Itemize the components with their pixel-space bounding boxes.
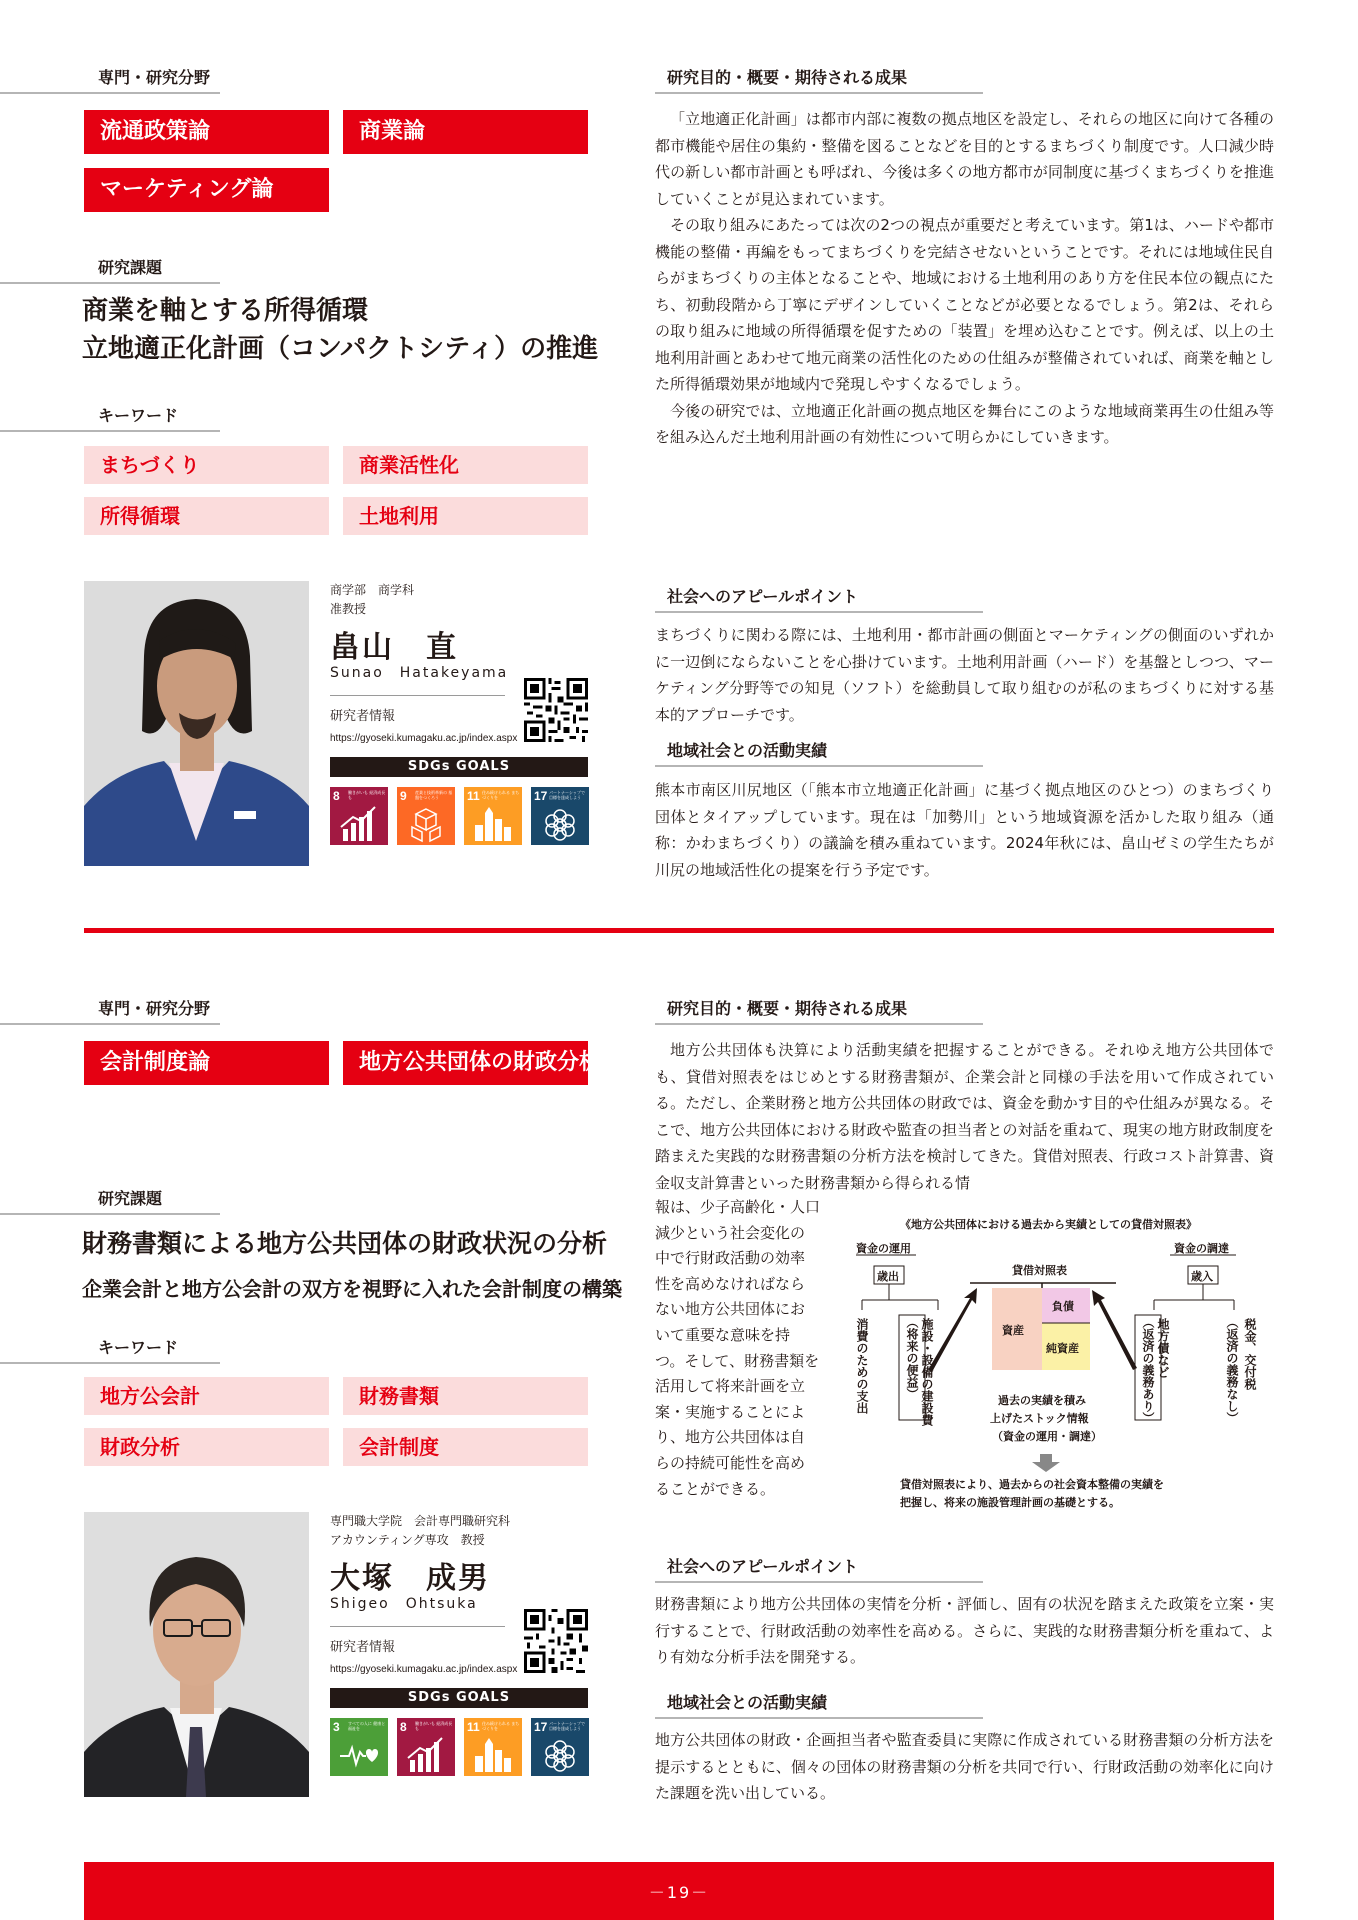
department: 専門職大学院 会計専門職研究科 [330, 1514, 511, 1528]
researcher-info-link[interactable]: https://gyoseki.kumagaku.ac.jp/index.aspx [330, 733, 518, 744]
topic-heading: 研究課題 [0, 1185, 220, 1215]
sdg-11-icon: 11 住み続けられる まちづくりを [464, 787, 522, 845]
liability-label: 負債 [1052, 1300, 1074, 1313]
appeal-heading: 社会へのアピールポイント [655, 583, 983, 613]
activity-heading: 地域社会との活動実績 [655, 737, 983, 767]
right-box: 歳入 [1191, 1270, 1213, 1283]
center-note: （資金の運用・調達） [992, 1430, 1102, 1443]
purpose-text: 「立地適正化計画」は都市内部に複数の拠点地区を設定し、それらの地区に向けて各種の都市機能や居住の集約・整備を図ることなどを目的とするまちづくり制度です。人口減少時代の新しい都市計画とも呼ばれ、今後は多くの地方都市が同制度に基づくまちづくりを推進していくことが見込まれています。 その取り組みにあたっては次の2つの視点が重要だと考えています。第1は、ハードや都市機能の整備・再編をもってまちづくりを完結させないということです。それには地域住民自らがまちづくりの主体となることや、地域における土地利用のあり方を住民本位の観点にたち、初動段階から丁寧にデザインしていくことなどが必要となるでしょう。第2は、それらの取り組みに地域の所得循環を促すための「装置」を埋め込むことです。例えば、以上の土地利用計画とあわせて地元商業の活性化のための仕組みが整備されていれば、商業を軸とした所得循環効果が地域内で発現しやすくなるでしょう。 今後の研究では、立地適正化計画の拠点地区を舞台にこのような地域商業再生の仕組み等を組み込んだ土地利用計画の有効性について明らかにしていきます。 [655, 110, 1274, 446]
researcher-name: 畠山 直 [330, 630, 458, 665]
balance-sheet-diagram [852, 1210, 1274, 1520]
position: アカウンティング専攻 教授 [330, 1533, 485, 1547]
right-col2: 税金、交付税 [1243, 1318, 1257, 1390]
sdg-8-icon: 8 働きがいも 経済成長も [397, 1718, 455, 1776]
sdg-9-icon: 9 産業と技術革新の 基盤をつくろう [397, 787, 455, 845]
net-assets-label: 純資産 [1046, 1342, 1079, 1355]
left-col2-note: （将来の便益） [905, 1316, 919, 1400]
keyword-tag: 財務書類 [343, 1377, 588, 1415]
researcher-name: 大塚 成男 [330, 1561, 490, 1596]
researcher-name-roman: Sunao Hatakeyama [330, 665, 509, 681]
keyword-heading: キーワード [0, 1334, 220, 1364]
right-col1-note: （返済の義務あり） [1141, 1316, 1155, 1424]
keyword-heading: キーワード [0, 402, 220, 432]
asset-label: 資産 [1002, 1324, 1024, 1337]
qr-code[interactable] [524, 678, 588, 742]
research-title: 立地適正化計画（コンパクトシティ）の推進 [82, 334, 599, 364]
left-col2: 施設・設備の建設費 [920, 1318, 934, 1426]
researcher-photo [84, 581, 309, 866]
qr-code[interactable] [524, 1609, 588, 1673]
field-heading: 専門・研究分野 [0, 64, 220, 94]
center-head: 貸借対照表 [1012, 1264, 1067, 1277]
keyword-tag: 会計制度 [343, 1428, 588, 1466]
appeal-text: 財務書類により地方公共団体の実情を分析・評価し、固有の状況を踏まえた政策を立案・実行することで、行財政活動の効率性を高める。さらに、実践的な財務書類分析を重ねて、より有効な分析手法を開発する。 [655, 1595, 1274, 1666]
researcher-name-roman: Shigeo Ohtsuka [330, 1596, 478, 1612]
position: 准教授 [330, 602, 367, 616]
field-tag: 商業論 [343, 110, 588, 154]
field-heading: 専門・研究分野 [0, 995, 220, 1025]
left-head: 資金の運用 [856, 1242, 911, 1255]
sdg-17-icon: 17 パートナーシップで 目標を達成しよう [531, 1718, 589, 1776]
left-col1: 消費のための支出 [855, 1318, 869, 1414]
keyword-tag: 財政分析 [84, 1428, 329, 1466]
diagram-bottom-note: 貸借対照表により、過去からの社会資本整備の実績を [900, 1478, 1164, 1491]
center-note: 上げたストック情報 [990, 1412, 1089, 1425]
field-tag: マーケティング論 [84, 168, 329, 212]
researcher-info-label: 研究者情報 [330, 1640, 396, 1655]
name-rule [330, 1626, 505, 1627]
purpose-heading: 研究目的・概要・期待される成果 [655, 995, 983, 1025]
sdgs-bar: SDGs GOALS [330, 757, 588, 777]
keyword-tag: 土地利用 [343, 497, 588, 535]
page-number: －19－ [648, 1883, 710, 1902]
center-note: 過去の実績を積み [998, 1394, 1086, 1407]
topic-heading: 研究課題 [0, 254, 220, 284]
keyword-tag: 地方公会計 [84, 1377, 329, 1415]
left-box: 歳出 [877, 1270, 899, 1283]
sdgs-bar: SDGs GOALS [330, 1688, 588, 1708]
department: 商学部 商学科 [330, 583, 415, 597]
sdg-11-icon: 11 住み続けられる まちづくりを [464, 1718, 522, 1776]
keyword-tag: 商業活性化 [343, 446, 588, 484]
right-head: 資金の調達 [1174, 1242, 1229, 1255]
sdg-8-icon: 8 働きがいも 経済成長も [330, 787, 388, 845]
appeal-text: まちづくりに関わる際には、土地利用・都市計画の側面とマーケティングの側面のいずれかに一辺倒にならないことを心掛けています。土地利用計画（ハード）を基盤としつつ、マーケティング分野等での知見（ソフト）を総動員して取り組むのが私のまちづくりに対する基本的アプローチです。 [655, 626, 1274, 724]
right-col1: 地方債など [1156, 1318, 1170, 1378]
sdg-17-icon: 17 パートナーシップで 目標を達成しよう [531, 787, 589, 845]
name-rule [330, 695, 505, 696]
field-tag: 流通政策論 [84, 110, 329, 154]
appeal-heading: 社会へのアピールポイント [655, 1553, 983, 1583]
activity-text: 熊本市南区川尻地区（「熊本市立地適正化計画」に基づく拠点地区のひとつ）のまちづくり団体とタイアップしています。現在は「加勢川」という地域資源を活かした取り組み（通称：かわまちづくり）の議論を積み重ねています。2024年秋には、畠山ゼミの学生たちが川尻の地域活性化の提案を行う予定です。 [655, 781, 1274, 879]
researcher-info-link[interactable]: https://gyoseki.kumagaku.ac.jp/index.aspx [330, 1664, 518, 1675]
purpose-heading: 研究目的・概要・期待される成果 [655, 64, 983, 94]
field-tag: 地方公共団体の財政分析 [343, 1041, 588, 1085]
keyword-tag: まちづくり [84, 446, 329, 484]
section-divider [84, 928, 1274, 933]
researcher-photo [84, 1512, 309, 1797]
activity-text: 地方公共団体の財政・企画担当者や監査委員に実際に作成されている財務書類の分析方法を提示するとともに、個々の団体の財務書類の分析を共同で行い、行財政活動の効率化に向けた課題を洗い出している。 [655, 1731, 1274, 1802]
right-col2-note: （返済の義務なし） [1225, 1316, 1239, 1424]
purpose-text-narrow: 報は、少子高齢化・人口 減少という社会変化の 中で行財政活動の効率 性を高めなければなら ない地方公共団体にお いて重要な意味を持 つ。そして、財務書類を 活用して将来計画を立 案・実施することによ り、地方公共団体は自 らの持続可能性を高め ることができる。 [655, 1198, 821, 1498]
research-title: 財務書類による地方公共団体の財政状況の分析 [82, 1229, 608, 1258]
purpose-text: 地方公共団体も決算により活動実績を把握することができる。それゆえ地方公共団体でも、貸借対照表をはじめとする財務書類が、企業会計と同様の手法を用いて作成されている。ただし、企業財務と地方公共団体の財政では、資金を動かす目的や仕組みが異なる。そこで、地方公共団体における財政や監査の担当者との対話を重ねて、現実の地方財政制度を踏まえた実践的な財務書類の分析方法を検討してきた。貸借対照表、行政コスト計算書、資金収支計算書といった財務書類から得られる情 [655, 1041, 1274, 1192]
activity-heading: 地域社会との活動実績 [655, 1689, 983, 1719]
keyword-tag: 所得循環 [84, 497, 329, 535]
research-subtitle: 企業会計と地方公会計の双方を視野に入れた会計制度の構築 [82, 1277, 622, 1301]
sdg-3-icon: 3 すべての人に 健康と福祉を [330, 1718, 388, 1776]
field-tag: 会計制度論 [84, 1041, 329, 1085]
diagram-title: 《地方公共団体における過去から実績としての貸借対照表》 [900, 1218, 1197, 1231]
researcher-info-label: 研究者情報 [330, 709, 396, 724]
diagram-bottom-note: 把握し、将来の施設管理計画の基礎とする。 [900, 1496, 1120, 1509]
research-title: 商業を軸とする所得循環 [82, 296, 369, 326]
